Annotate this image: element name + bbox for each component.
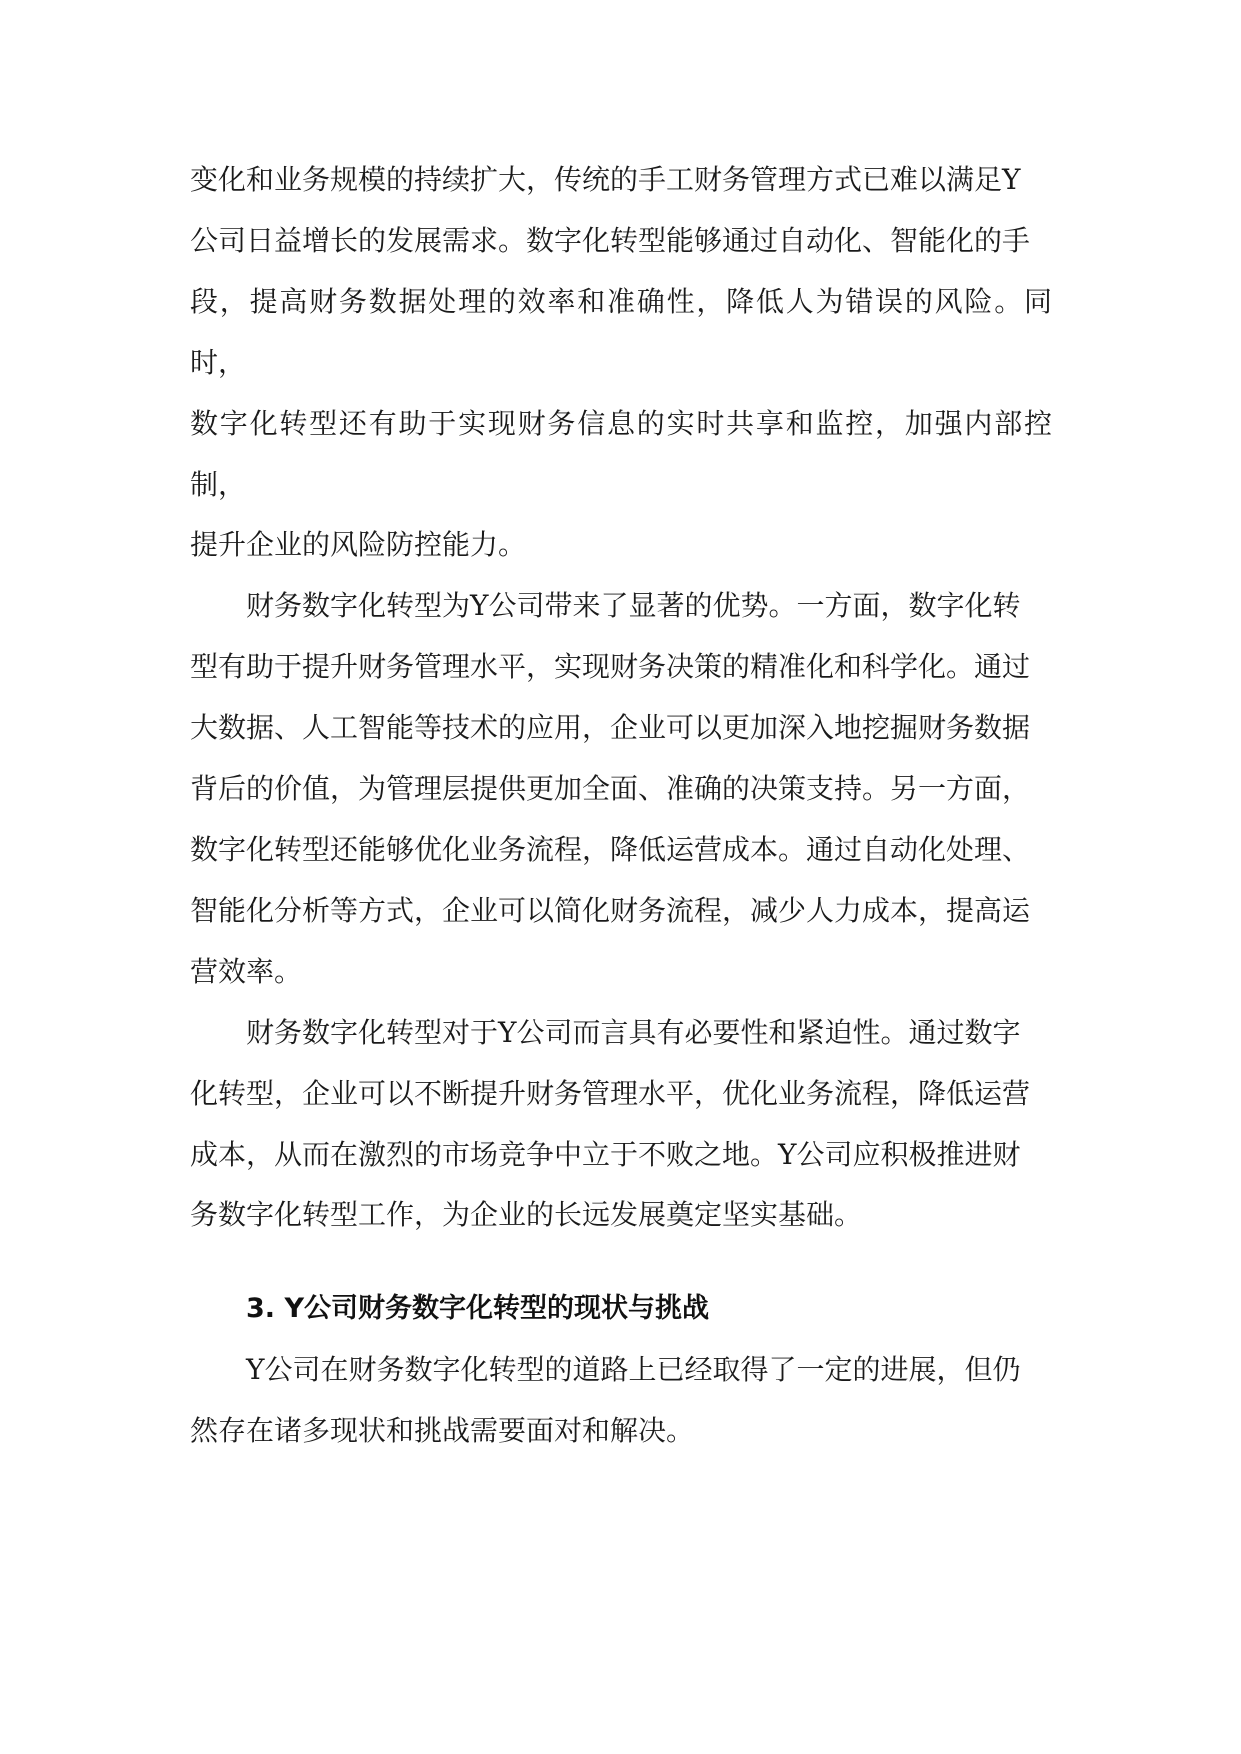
section-heading: 3. Y公司财务数字化转型的现状与挑战: [246, 1293, 709, 1325]
document-body: [190, 150, 1052, 1462]
paragraph-continuation: 变化和业务规模的持续扩大，传统的手工财务管理方式已难以满足Y 公司日益增长的发展需求。数字化转型能够通过自动化、智能化的手 段，提高财务数据处理的效率和准确性，降低人为错误的风险。同时， 数字化转型还有助于实现财务信息的实时共享和监控，加强内部控制， 提升企业的风险防控能力。: [190, 163, 1052, 562]
paragraph-advantages: 财务数字化转型为Y公司带来了显著的优势。一方面，数字化转 型有助于提升财务管理水平，实现财务决策的精准化和科学化。通过 大数据、人工智能等技术的应用，企业可以更加深入地挖掘财务数据 背后的价值，为管理层提供更加全面、准确的决策支持。另一方面， 数字化转型还能够优化业务流程，降低运营成本。通过自动化处理、 智能化分析等方式，企业可以简化财务流程，减少人力成本，提高运 营效率。: [190, 589, 1031, 988]
paragraph-status: Y公司在财务数字化转型的道路上已经取得了一定的进展，但仍 然存在诸多现状和挑战需要面对和解决。: [190, 1353, 1021, 1448]
paragraph-necessity: 财务数字化转型对于Y公司而言具有必要性和紧迫性。通过数字 化转型，企业可以不断提升财务管理水平，优化业务流程，降低运营 成本，从而在激烈的市场竞争中立于不败之地。Y公司应积极推进财 务数字化转型工作，为企业的长远发展奠定坚实基础。: [190, 1015, 1031, 1232]
